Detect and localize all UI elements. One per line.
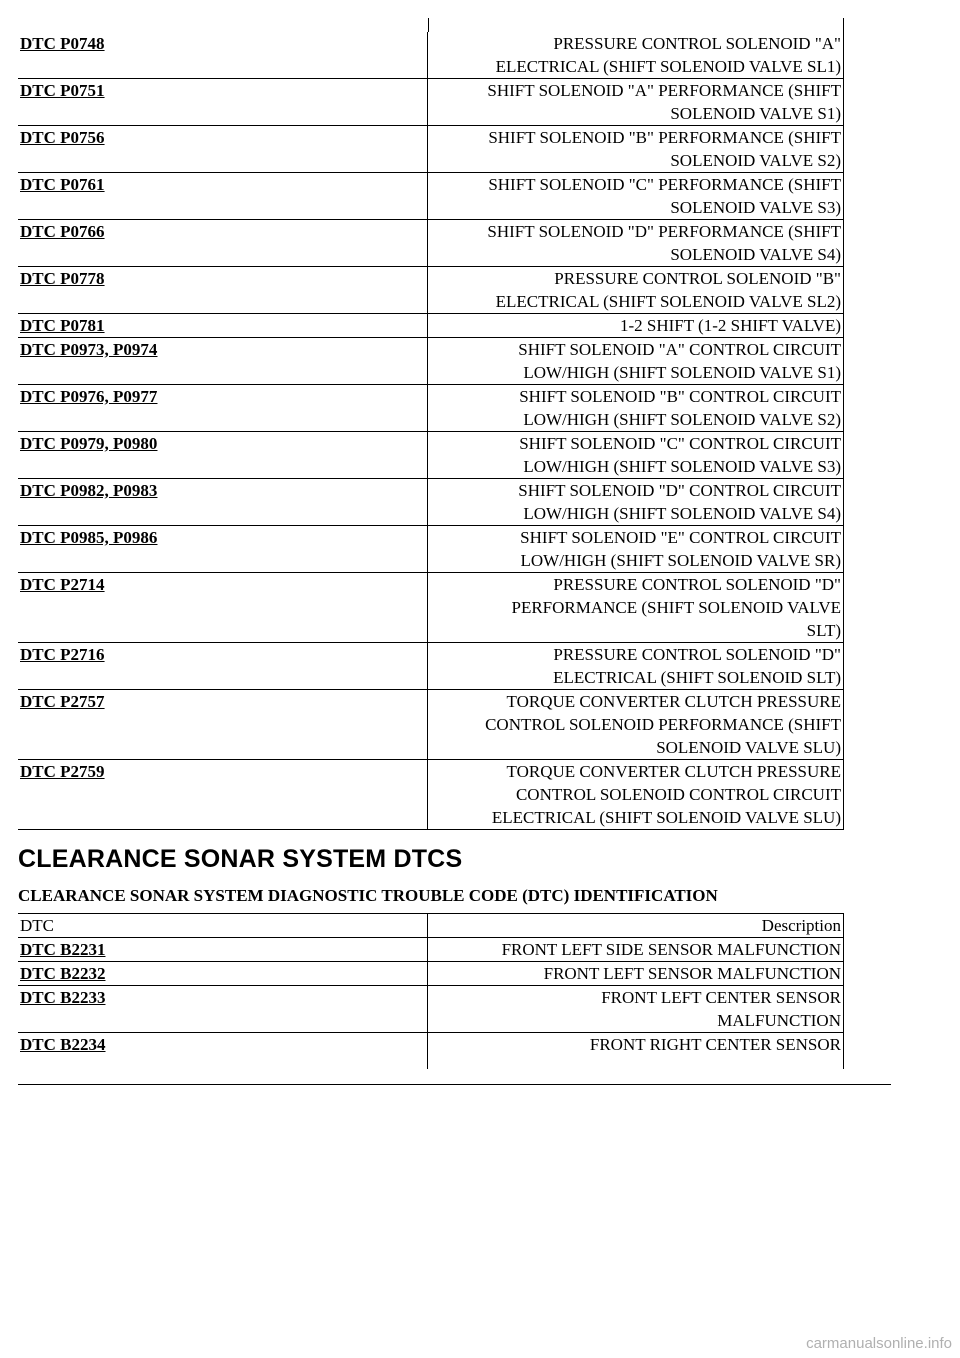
description-line: PRESSURE CONTROL SOLENOID "D" (553, 645, 841, 664)
table-row (18, 479, 844, 526)
dtc-code-link[interactable]: DTC B2232 (20, 964, 106, 983)
dtc-description-cell (428, 432, 844, 478)
description-line: SOLENOID VALVE S2) (670, 151, 841, 170)
description-line: SHIFT SOLENOID "A" CONTROL CIRCUIT (518, 340, 841, 359)
table-row (18, 690, 844, 760)
description-line: SLT) (806, 621, 841, 640)
dtc-code-link[interactable]: DTC P0979, P0980 (20, 434, 158, 453)
table-border-line (428, 18, 429, 32)
watermark: carmanualsonline.info (806, 1335, 952, 1352)
description-line: SHIFT SOLENOID "C" PERFORMANCE (SHIFT (488, 175, 841, 194)
dtc-description-cell (428, 314, 844, 337)
dtc-code-cell (18, 962, 428, 985)
dtc-code-cell (18, 526, 428, 572)
table-header-row (18, 914, 844, 938)
dtc-code-link[interactable]: DTC P0985, P0986 (20, 528, 158, 547)
dtc-code-cell (18, 479, 428, 525)
description-line: TORQUE CONVERTER CLUTCH PRESSURE (506, 762, 841, 781)
dtc-description-cell (428, 267, 844, 313)
dtc-code-cell (18, 938, 428, 961)
dtc-code-cell (18, 986, 428, 1032)
table-row (18, 962, 844, 986)
table-row (18, 385, 844, 432)
description-line: CONTROL SOLENOID PERFORMANCE (SHIFT (485, 715, 841, 734)
description-line: PERFORMANCE (SHIFT SOLENOID VALVE (511, 598, 841, 617)
table-row (18, 432, 844, 479)
dtc-code-cell (18, 314, 428, 337)
description-line: SOLENOID VALVE S4) (670, 245, 841, 264)
description-line: CONTROL SOLENOID CONTROL CIRCUIT (515, 785, 841, 804)
description-line: ELECTRICAL (SHIFT SOLENOID SLT) (553, 668, 841, 687)
description-line: SHIFT SOLENOID "E" CONTROL CIRCUIT (520, 528, 841, 547)
dtc-description-cell (428, 479, 844, 525)
dtc-code-cell (18, 573, 428, 642)
table-row (18, 643, 844, 690)
dtc-code-link[interactable]: DTC B2233 (20, 988, 106, 1007)
table-row (18, 267, 844, 314)
dtc-code-cell (18, 267, 428, 313)
column-header-dtc: DTC (18, 914, 428, 937)
dtc-code-link[interactable]: DTC P0748 (20, 34, 105, 53)
table-row (18, 938, 844, 962)
dtc-code-cell (18, 126, 428, 172)
dtc-code-link[interactable]: DTC P0751 (20, 81, 105, 100)
description-line: LOW/HIGH (SHIFT SOLENOID VALVE S4) (523, 504, 841, 523)
description-line: FRONT LEFT SENSOR MALFUNCTION (543, 964, 841, 983)
dtc-code-cell (18, 385, 428, 431)
description-line: FRONT LEFT CENTER SENSOR (601, 988, 841, 1007)
dtc-description-cell (428, 32, 844, 78)
dtc-description-cell (428, 690, 844, 759)
description-line: FRONT LEFT SIDE SENSOR MALFUNCTION (501, 940, 841, 959)
dtc-code-cell (18, 32, 428, 78)
dtc-description-cell (428, 526, 844, 572)
dtc-code-link[interactable]: DTC P2757 (20, 692, 105, 711)
dtc-code-link[interactable]: DTC P0761 (20, 175, 105, 194)
table-row (18, 220, 844, 267)
table-row (18, 573, 844, 643)
description-line: SHIFT SOLENOID "C" CONTROL CIRCUIT (519, 434, 841, 453)
dtc-description-cell (428, 643, 844, 689)
description-line: PRESSURE CONTROL SOLENOID "A" (553, 34, 841, 53)
dtc-code-link[interactable]: DTC B2231 (20, 940, 106, 959)
description-line: SHIFT SOLENOID "D" PERFORMANCE (SHIFT (487, 222, 841, 241)
dtc-code-link[interactable]: DTC P0973, P0974 (20, 340, 158, 359)
dtc-description-cell (428, 338, 844, 384)
page-divider (18, 1084, 891, 1085)
dtc-code-link[interactable]: DTC P0781 (20, 316, 105, 335)
table-row (18, 1033, 844, 1069)
table-row (18, 986, 844, 1033)
description-line: TORQUE CONVERTER CLUTCH PRESSURE (506, 692, 841, 711)
dtc-code-link[interactable]: DTC P0982, P0983 (20, 481, 158, 500)
dtc-code-cell (18, 220, 428, 266)
table-border-line (843, 18, 844, 32)
dtc-code-link[interactable]: DTC P0766 (20, 222, 105, 241)
table-caption: CLEARANCE SONAR SYSTEM DIAGNOSTIC TROUBLE CODE (DTC) IDENTIFICATION (18, 886, 718, 905)
description-line: 1-2 SHIFT (1-2 SHIFT VALVE) (619, 316, 841, 335)
description-line: LOW/HIGH (SHIFT SOLENOID VALVE S3) (523, 457, 841, 476)
dtc-code-link[interactable]: DTC P0976, P0977 (20, 387, 158, 406)
dtc-code-link[interactable]: DTC P0756 (20, 128, 105, 147)
dtc-code-link[interactable]: DTC P2716 (20, 645, 105, 664)
table-row (18, 126, 844, 173)
description-line: LOW/HIGH (SHIFT SOLENOID VALVE S2) (523, 410, 841, 429)
dtc-code-link[interactable]: DTC P2759 (20, 762, 105, 781)
table-row (18, 173, 844, 220)
dtc-code-cell (18, 643, 428, 689)
dtc-description-cell (428, 986, 844, 1032)
column-header-description: Description (428, 914, 844, 937)
dtc-code-cell (18, 690, 428, 759)
description-line: SHIFT SOLENOID "D" CONTROL CIRCUIT (518, 481, 841, 500)
dtc-description-cell (428, 962, 844, 985)
dtc-description-cell (428, 79, 844, 125)
table-row (18, 338, 844, 385)
description-line: MALFUNCTION (717, 1011, 841, 1030)
description-line: LOW/HIGH (SHIFT SOLENOID VALVE SR) (520, 551, 841, 570)
description-line: ELECTRICAL (SHIFT SOLENOID VALVE SL2) (495, 292, 841, 311)
dtc-code-link[interactable]: DTC B2234 (20, 1035, 106, 1054)
section-heading: CLEARANCE SONAR SYSTEM DTCS (18, 845, 463, 873)
dtc-code-cell (18, 338, 428, 384)
dtc-description-cell (428, 573, 844, 642)
description-line: PRESSURE CONTROL SOLENOID "B" (554, 269, 841, 288)
table-row (18, 32, 844, 79)
description-line: ELECTRICAL (SHIFT SOLENOID VALVE SLU) (491, 808, 841, 827)
description-line: SHIFT SOLENOID "B" PERFORMANCE (SHIFT (488, 128, 841, 147)
dtc-code-link[interactable]: DTC P0778 (20, 269, 105, 288)
dtc-description-cell (428, 385, 844, 431)
dtc-code-cell (18, 79, 428, 125)
description-line: ELECTRICAL (SHIFT SOLENOID VALVE SL1) (495, 57, 841, 76)
dtc-code-link[interactable]: DTC P2714 (20, 575, 105, 594)
sonar-dtc-table (18, 913, 844, 1069)
description-line: SOLENOID VALVE S1) (670, 104, 841, 123)
transmission-dtc-table (18, 32, 844, 830)
description-line: SHIFT SOLENOID "A" PERFORMANCE (SHIFT (487, 81, 841, 100)
description-line: SHIFT SOLENOID "B" CONTROL CIRCUIT (519, 387, 841, 406)
description-line: LOW/HIGH (SHIFT SOLENOID VALVE S1) (523, 363, 841, 382)
description-line: PRESSURE CONTROL SOLENOID "D" (553, 575, 841, 594)
dtc-description-cell (428, 126, 844, 172)
description-line: FRONT RIGHT CENTER SENSOR (589, 1035, 841, 1054)
dtc-code-cell (18, 760, 428, 829)
dtc-code-cell (18, 1033, 428, 1069)
dtc-description-cell (428, 938, 844, 961)
table-row (18, 314, 844, 338)
dtc-description-cell (428, 1033, 844, 1069)
dtc-code-cell (18, 173, 428, 219)
dtc-description-cell (428, 760, 844, 829)
description-line: SOLENOID VALVE S3) (670, 198, 841, 217)
dtc-description-cell (428, 173, 844, 219)
description-line: SOLENOID VALVE SLU) (656, 738, 841, 757)
table-row (18, 760, 844, 829)
dtc-description-cell (428, 220, 844, 266)
table-row (18, 79, 844, 126)
dtc-code-cell (18, 432, 428, 478)
table-row (18, 526, 844, 573)
